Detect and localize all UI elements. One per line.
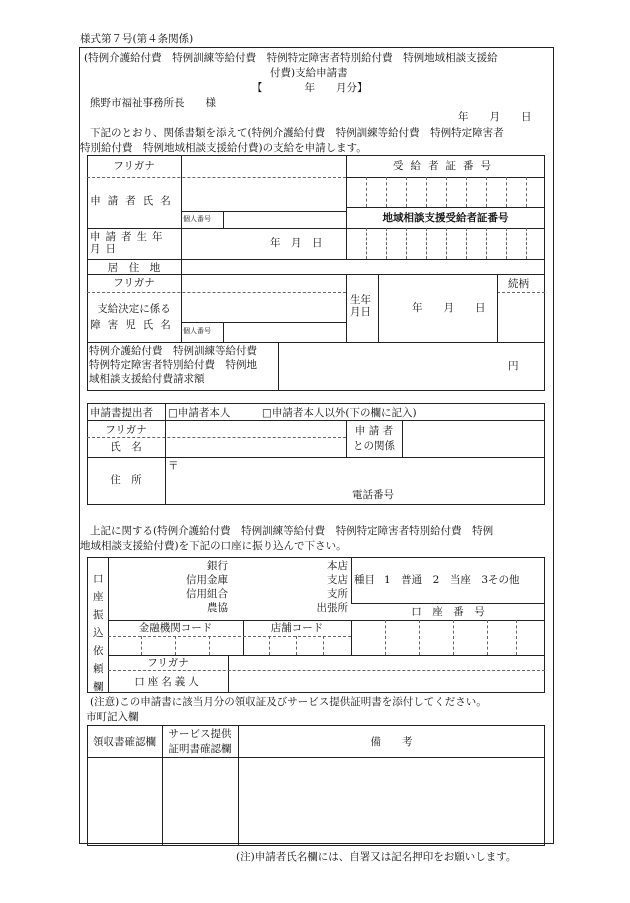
child-label-1: 支給決定に係る bbox=[97, 303, 171, 315]
intro-line-1: 下記のとおり、関係書類を添えて(特例介護給付費 特例訓練等給付費 特例特定障害者 bbox=[90, 127, 504, 139]
residence-label: 居 住 地 bbox=[107, 262, 161, 274]
postal-mark: 〒 bbox=[168, 460, 179, 472]
personal-number-label: 個人番号 bbox=[183, 215, 211, 223]
bank-side-6: 頼 bbox=[93, 663, 104, 675]
child-furigana-label: フリガナ bbox=[113, 277, 155, 289]
form-number: 様式第７号(第４条関係) bbox=[80, 33, 194, 45]
bank-intro-2: 地域相談支援給付費)を下記の口座に振り込んで下さい。 bbox=[80, 540, 347, 552]
bank-side-4: 込 bbox=[93, 627, 104, 639]
signature-footnote: (注)申請者氏名欄には、自署又は記名押印をお願いします。 bbox=[236, 851, 517, 863]
bank-intro-1: 上記に関する(特例介護給付費 特例訓練等給付費 特例特定障害者特別給付費 特例 bbox=[90, 525, 494, 537]
attachment-note: (注意)この申請書に該当月分の領収証及びサービス提供証明書を添付してください。 bbox=[90, 696, 487, 708]
submitter-option-self[interactable]: □申請者本人 bbox=[168, 407, 231, 419]
bank-type-shinkin: 信用金庫 bbox=[186, 574, 228, 586]
branch-type-shuchojo: 出張所 bbox=[316, 602, 348, 614]
child-birth-label: 生年月日 bbox=[350, 294, 371, 319]
title-line-1: (特例介護給付費 特例訓練等給付費 特例特定障害者特別給付費 特例地域相談支援給 bbox=[84, 52, 498, 64]
relation-label: 続柄 bbox=[508, 278, 529, 290]
submitter-relation-1: 申 請 者 bbox=[354, 425, 394, 437]
submitter-label: 申請書提出者 bbox=[90, 407, 153, 419]
account-number-label: 口 座 番 号 bbox=[411, 606, 485, 618]
date-line: 年 月 日 bbox=[458, 111, 532, 123]
branch-code-label: 店舗コード bbox=[270, 622, 324, 634]
bank-side-1: 口 bbox=[93, 573, 104, 585]
bank-side-7: 欄 bbox=[93, 681, 104, 693]
bank-type-nokyo: 農協 bbox=[207, 602, 228, 614]
child-personal-number-label: 個人番号 bbox=[183, 327, 211, 335]
child-birth-value: 年 月 日 bbox=[412, 302, 486, 314]
addressee: 熊野市福祉事務所長 様 bbox=[90, 97, 216, 109]
submitter-address-label: 住 所 bbox=[110, 474, 142, 486]
remarks-label: 備 考 bbox=[370, 736, 413, 748]
submitter-name-label: 氏 名 bbox=[110, 441, 142, 453]
recipient-number-label: 受給者証番号 bbox=[393, 160, 498, 172]
city-section-label: 市町記入欄 bbox=[86, 711, 139, 723]
submitter-relation-2: との関係 bbox=[353, 440, 395, 452]
service-check-label-2: 証明書確認欄 bbox=[168, 743, 232, 755]
account-holder-label: 口座名義人 bbox=[134, 676, 202, 688]
account-kind-options[interactable]: 1 普通 2 当座 3その他 bbox=[384, 574, 520, 586]
submitter-option-other[interactable]: □申請者本人以外(下の欄に記入) bbox=[262, 407, 417, 419]
branch-type-shisho: 支所 bbox=[327, 588, 348, 600]
bank-type-bank: 銀行 bbox=[207, 560, 228, 572]
yen-label: 円 bbox=[508, 360, 519, 372]
community-number-label: 地域相談支援受給者証番号 bbox=[382, 212, 509, 224]
institution-code-label: 金融機関コード bbox=[138, 622, 213, 634]
claim-label-2: 特例特定障害者特別給付費 特例地 bbox=[89, 359, 257, 371]
applicant-furigana-label: フリガナ bbox=[113, 160, 155, 172]
bank-side-2: 座 bbox=[93, 591, 104, 603]
applicant-birth-label: 申請者生年月日 bbox=[90, 231, 168, 256]
phone-label: 電話番号 bbox=[352, 489, 394, 501]
applicant-birth-value: 年 月 日 bbox=[270, 237, 323, 249]
claim-label-1: 特例介護給付費 特例訓練等給付費 bbox=[89, 345, 257, 357]
bank-side-3: 振 bbox=[93, 609, 104, 621]
title-line-2: 付費)支給申請書 bbox=[270, 67, 348, 79]
branch-type-shiten: 支店 bbox=[327, 574, 348, 586]
bank-type-kumiai: 信用組合 bbox=[186, 588, 228, 600]
holder-furigana-label: フリガナ bbox=[147, 657, 189, 669]
period: 【 年 月分】 bbox=[252, 82, 368, 94]
bank-side-5: 依 bbox=[93, 645, 104, 657]
applicant-name-label: 申請者氏名 bbox=[90, 195, 178, 207]
claim-label-3: 域相談支援給付費請求額 bbox=[89, 373, 205, 385]
intro-line-2: 特別給付費 特例地域相談支援給付費)の支給を申請します。 bbox=[80, 142, 367, 154]
receipt-check-label: 領収書確認欄 bbox=[93, 736, 156, 748]
account-kind-label: 種目 bbox=[354, 574, 375, 586]
child-label-2: 障害児氏名 bbox=[90, 319, 178, 331]
submitter-furigana-label: フリガナ bbox=[105, 424, 147, 436]
service-check-label-1: サービス提供 bbox=[168, 728, 232, 740]
branch-type-honten: 本店 bbox=[327, 560, 348, 572]
